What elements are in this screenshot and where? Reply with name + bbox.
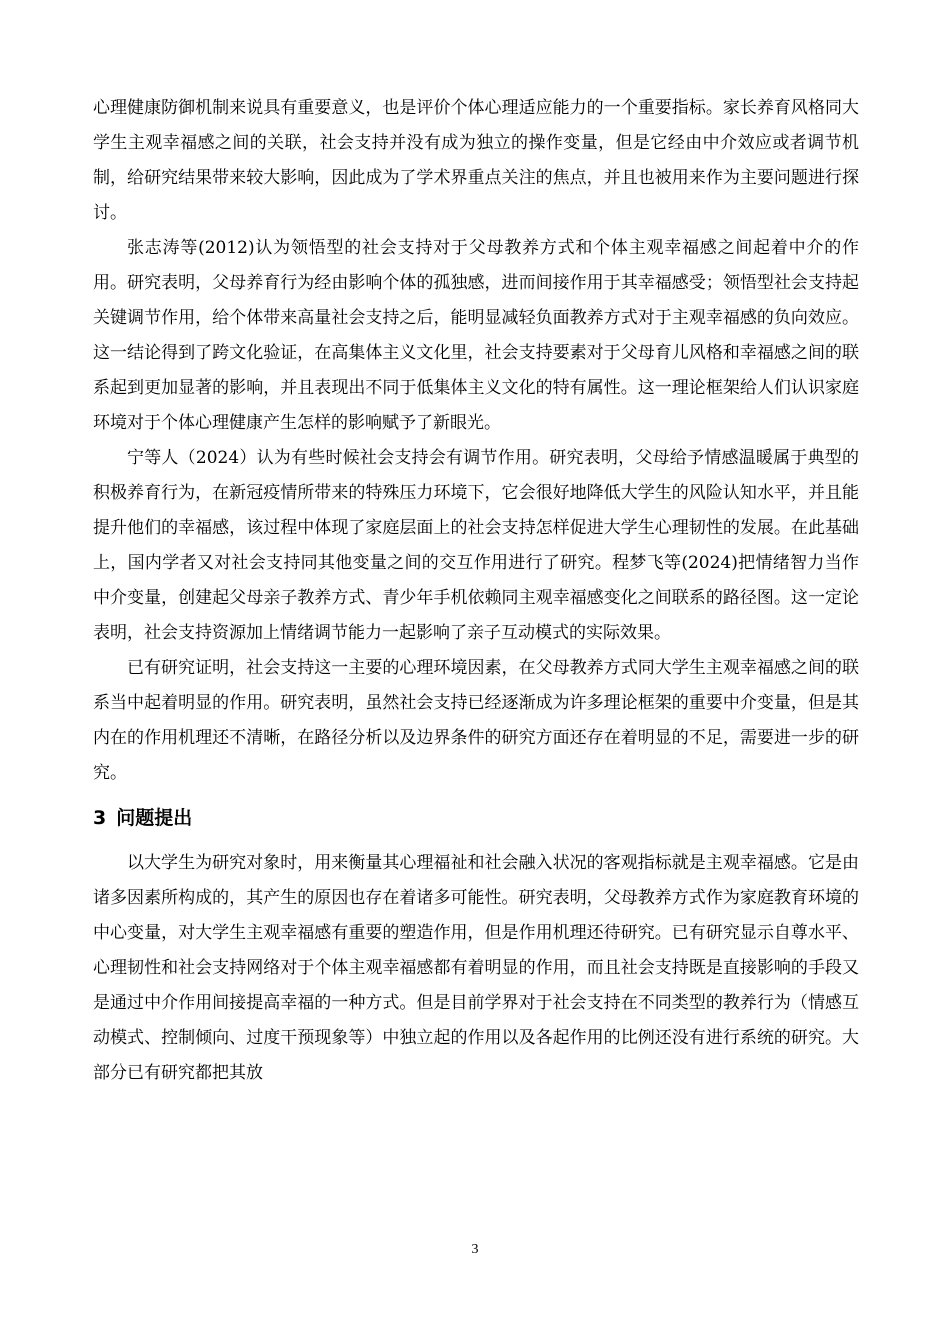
paragraph-problem-statement: 以大学生为研究对象时，用来衡量其心理福祉和社会融入状况的客观指标就是主观幸福感。它是由诸多因素所构成的，其产生的原因也存在着诸多可能性。研究表明，父母教养方式作为家庭教育环境的中心变量，对大学生主观幸福感有重要的塑造作用，但是作用机理还待研究。已有研究显示自尊水平、心理韧性和社会支持网络对于个体主观幸福感都有着明显的作用，而且社会支持既是直接影响的手段又是通过中介作用间接提高幸福的一种方式。但是目前学界对于社会支持在不同类型的教养行为（情感互动模式、控制倾向、过度干预现象等）中独立起的作用以及各起作用的比例还没有进行系统的研究。大部分已有研究都把其放 — [93, 853, 859, 1083]
page-number: 3 — [471, 1242, 479, 1257]
section-number: 3 — [93, 807, 107, 829]
section-heading — [93, 799, 859, 837]
section-title: 问题提出 — [116, 807, 193, 829]
paragraph-ning-2024: 宁等人（2024）认为有些时候社会支持会有调节作用。研究表明，父母给予情感温暖属于典型的积极养育行为，在新冠疫情所带来的特殊压力环境下，它会很好地降低大学生的风险认知水平，并且能提升他们的幸福感，该过程中体现了家庭层面上的社会支持怎样促进大学生心理韧性的发展。在此基础上，国内学者又对社会支持同其他变量之间的交互作用进行了研究。程梦飞等(2024)把情绪智力当作中介变量，创建起父母亲子教养方式、青少年手机依赖同主观幸福感变化之间联系的路径图。这一定论表明，社会支持资源加上情绪调节能力一起影响了亲子互动模式的实际效果。 — [93, 448, 859, 643]
paragraph-summary: 已有研究证明，社会支持这一主要的心理环境因素，在父母教养方式同大学生主观幸福感之间的联系当中起着明显的作用。研究表明，虽然社会支持已经逐渐成为许多理论框架的重要中介变量，但是其内在的作用机理还不清晰，在路径分析以及边界条件的研究方面还存在着明显的不足，需要进一步的研究。 — [93, 658, 859, 783]
page-body — [93, 91, 859, 1091]
paragraph-zhang-2012: 张志涛等(2012)认为领悟型的社会支持对于父母教养方式和个体主观幸福感之间起着中介的作用。研究表明，父母养育行为经由影响个体的孤独感，进而间接作用于其幸福感受；领悟型社会支持起关键调节作用，给个体带来高量社会支持之后，能明显减轻负面教养方式对于主观幸福感的负向效应。这一结论得到了跨文化验证，在高集体主义文化里，社会支持要素对于父母育儿风格和幸福感之间的联系起到更加显著的影响，并且表现出不同于低集体主义文化的特有属性。这一理论框架给人们认识家庭环境对于个体心理健康产生怎样的影响赋予了新眼光。 — [93, 238, 859, 433]
paragraph-continued: 心理健康防御机制来说具有重要意义，也是评价个体心理适应能力的一个重要指标。家长养育风格同大学生主观幸福感之间的关联，社会支持并没有成为独立的操作变量，但是它经由中介效应或者调节机制，给研究结果带来较大影响，因此成为了学术界重点关注的焦点，并且也被用来作为主要问题进行探讨。 — [93, 98, 859, 223]
